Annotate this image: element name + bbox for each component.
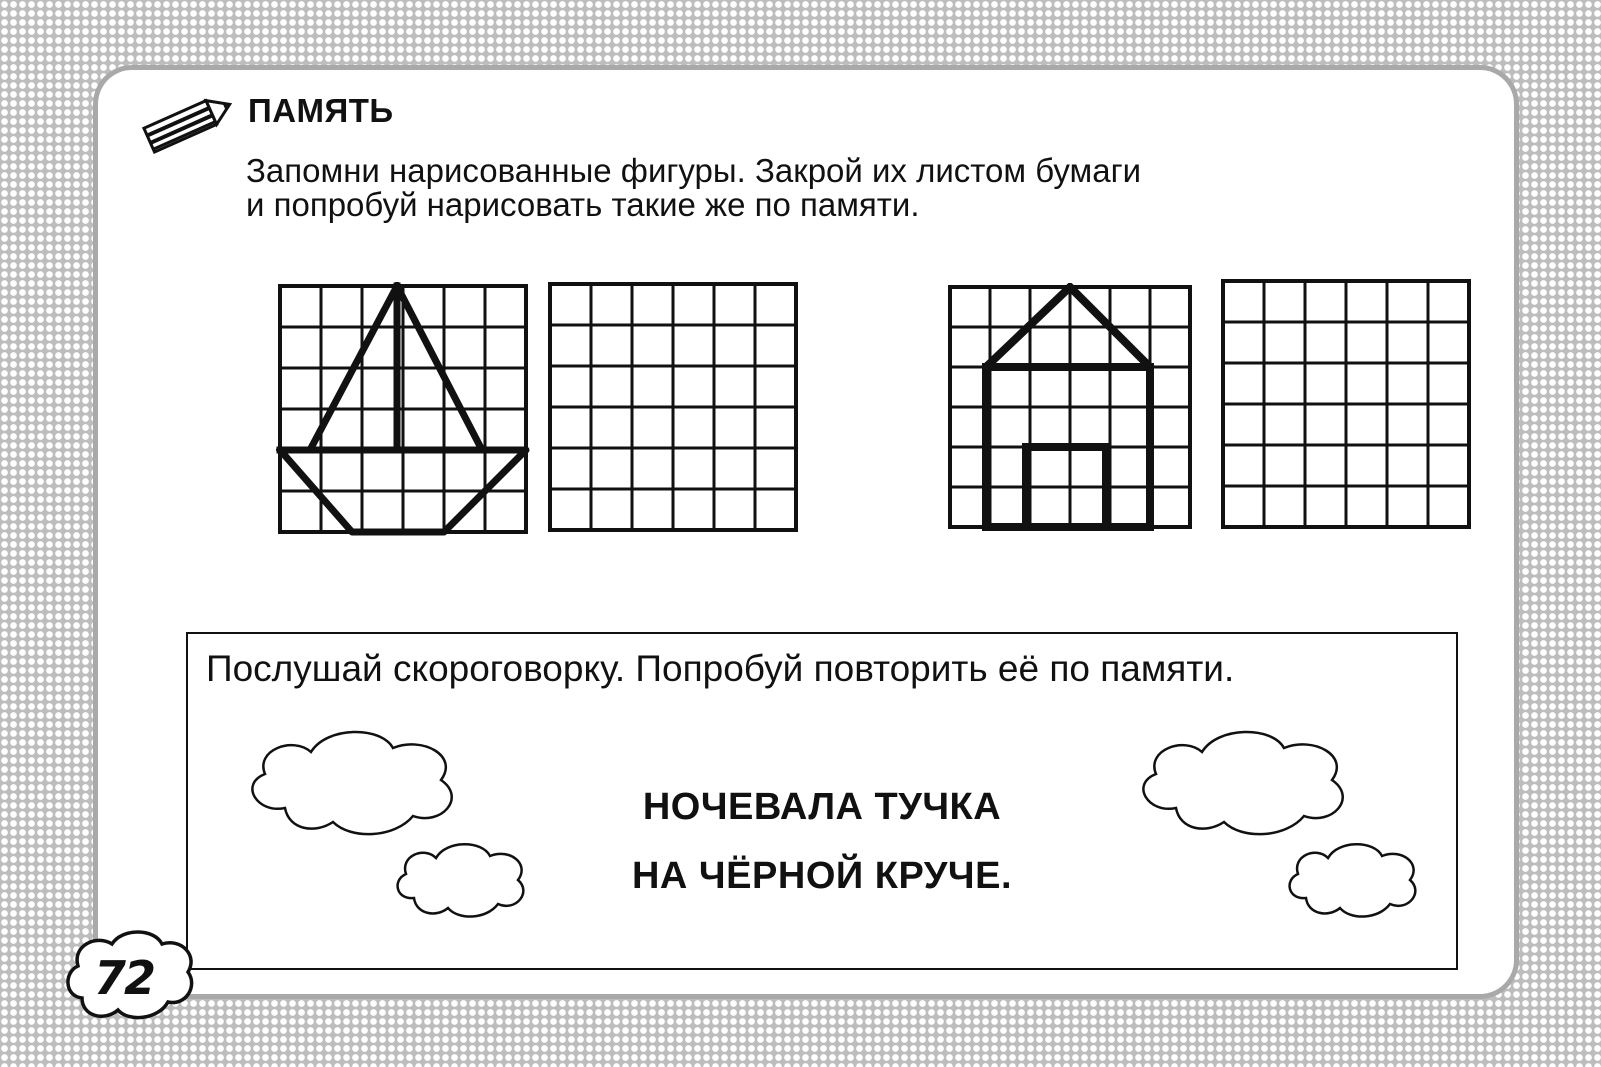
house-blank-grid <box>1219 277 1483 535</box>
instruction-line-2: и попробуй нарисовать такие же по памяти. <box>246 186 920 223</box>
grid-lines <box>1223 281 1469 527</box>
tongue-twister-prompt: Послушай скороговорку. Попробуй повторить её по памяти. <box>206 648 1235 689</box>
boat-sample-grid <box>276 282 532 540</box>
instruction-line-1: Запомни нарисованные фигуры. Закрой их листом бумаги <box>246 152 1142 189</box>
house-sample-grid <box>946 283 1198 535</box>
grid-lines <box>550 284 796 530</box>
cloud-icon <box>1284 838 1424 922</box>
boat-blank-grid <box>546 280 810 538</box>
tongue-twister-line-2: НА ЧЁРНОЙ КРУЧЕ. <box>631 855 1013 897</box>
cloud-icon <box>392 838 532 922</box>
page-number: 72 <box>93 951 154 1005</box>
pencil-icon <box>140 88 236 160</box>
instruction-text <box>246 154 1396 222</box>
section-title: ПАМЯТЬ <box>248 92 394 129</box>
cloud-icon <box>245 722 465 842</box>
tongue-twister-line-1: НОЧЕВАЛА ТУЧКА <box>642 786 1002 828</box>
cloud-icon <box>1136 722 1356 842</box>
